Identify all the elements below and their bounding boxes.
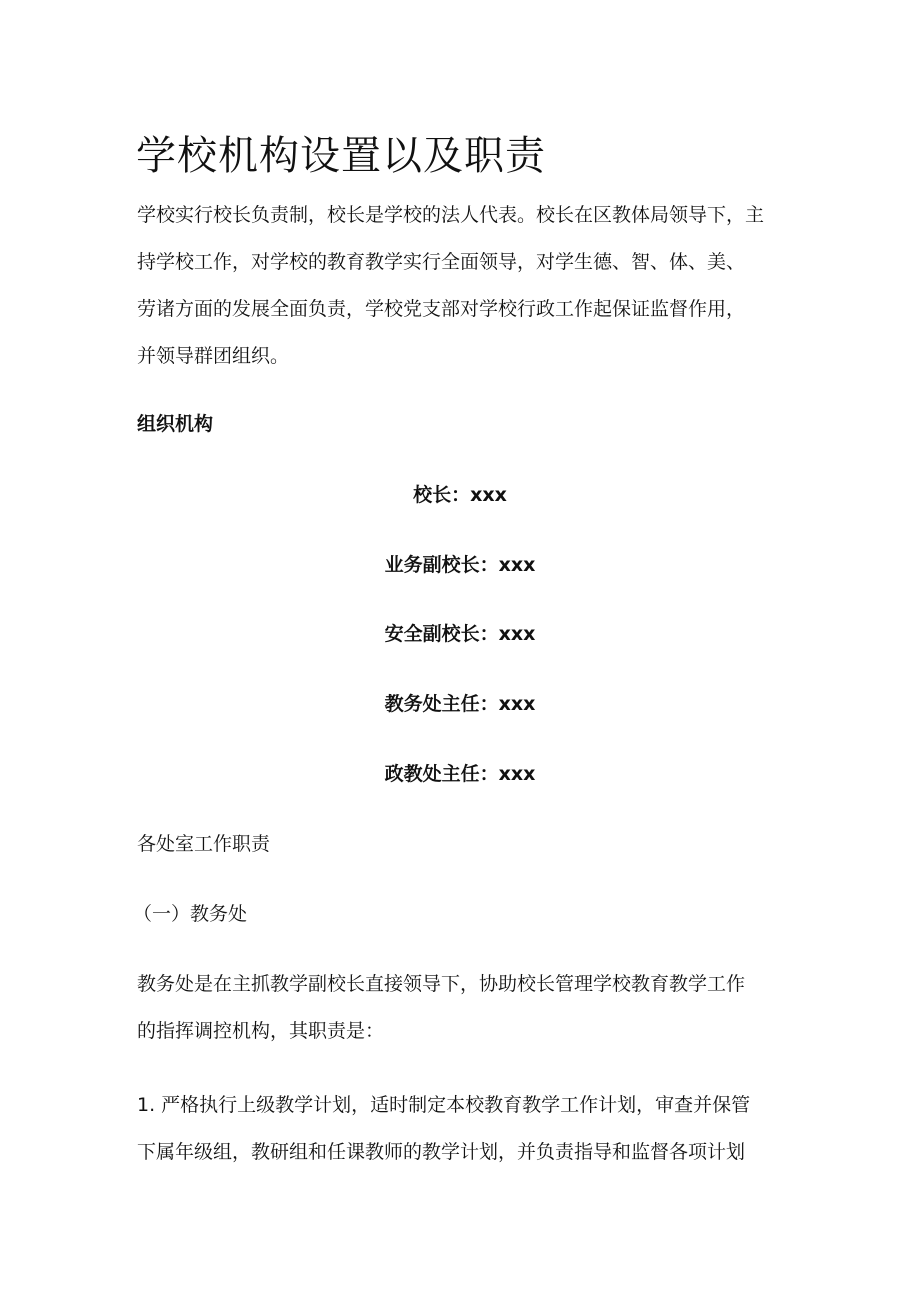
paragraph-line: 下属年级组，教研组和任课教师的教学计划，并负责指导和监督各项计划	[137, 1141, 746, 1163]
org-line-academic-affairs-director: 教务处主任：xxx	[384, 693, 536, 715]
org-line-political-education-director: 政教处主任：xxx	[384, 763, 536, 785]
intro-line: 持学校工作，对学校的教育教学实行全面领导，对学生德、智、体、美、	[137, 251, 746, 273]
org-line-academic-vice-principal: 业务副校长：xxx	[384, 554, 536, 576]
document-title: 学校机构设置以及职责	[136, 133, 546, 179]
intro-paragraph	[137, 192, 787, 380]
duties-heading: 各处室工作职责	[137, 833, 271, 855]
intro-line: 劳诸方面的发展全面负责，学校党支部对学校行政工作起保证监督作用，	[137, 298, 746, 320]
org-heading: 组织机构	[137, 413, 214, 435]
subsection-title: （一）教务处	[133, 903, 248, 925]
paragraph-line: 教务处是在主抓教学副校长直接领导下，协助校长管理学校教育教学工作	[137, 973, 746, 995]
intro-line: 学校实行校长负责制，校长是学校的法人代表。校长在区教体局领导下，主	[137, 204, 765, 226]
paragraph-line: 1. 严格执行上级教学计划，适时制定本校教育教学工作计划，审查并保管	[137, 1094, 751, 1116]
academic-affairs-paragraph	[137, 961, 787, 1055]
intro-line: 并领导群团组织。	[137, 345, 290, 367]
duty-item-1	[137, 1082, 787, 1176]
paragraph-line: 的指挥调控机构，其职责是：	[137, 1020, 385, 1042]
org-line-principal: 校长：xxx	[413, 484, 507, 506]
org-line-safety-vice-principal: 安全副校长：xxx	[384, 623, 536, 645]
